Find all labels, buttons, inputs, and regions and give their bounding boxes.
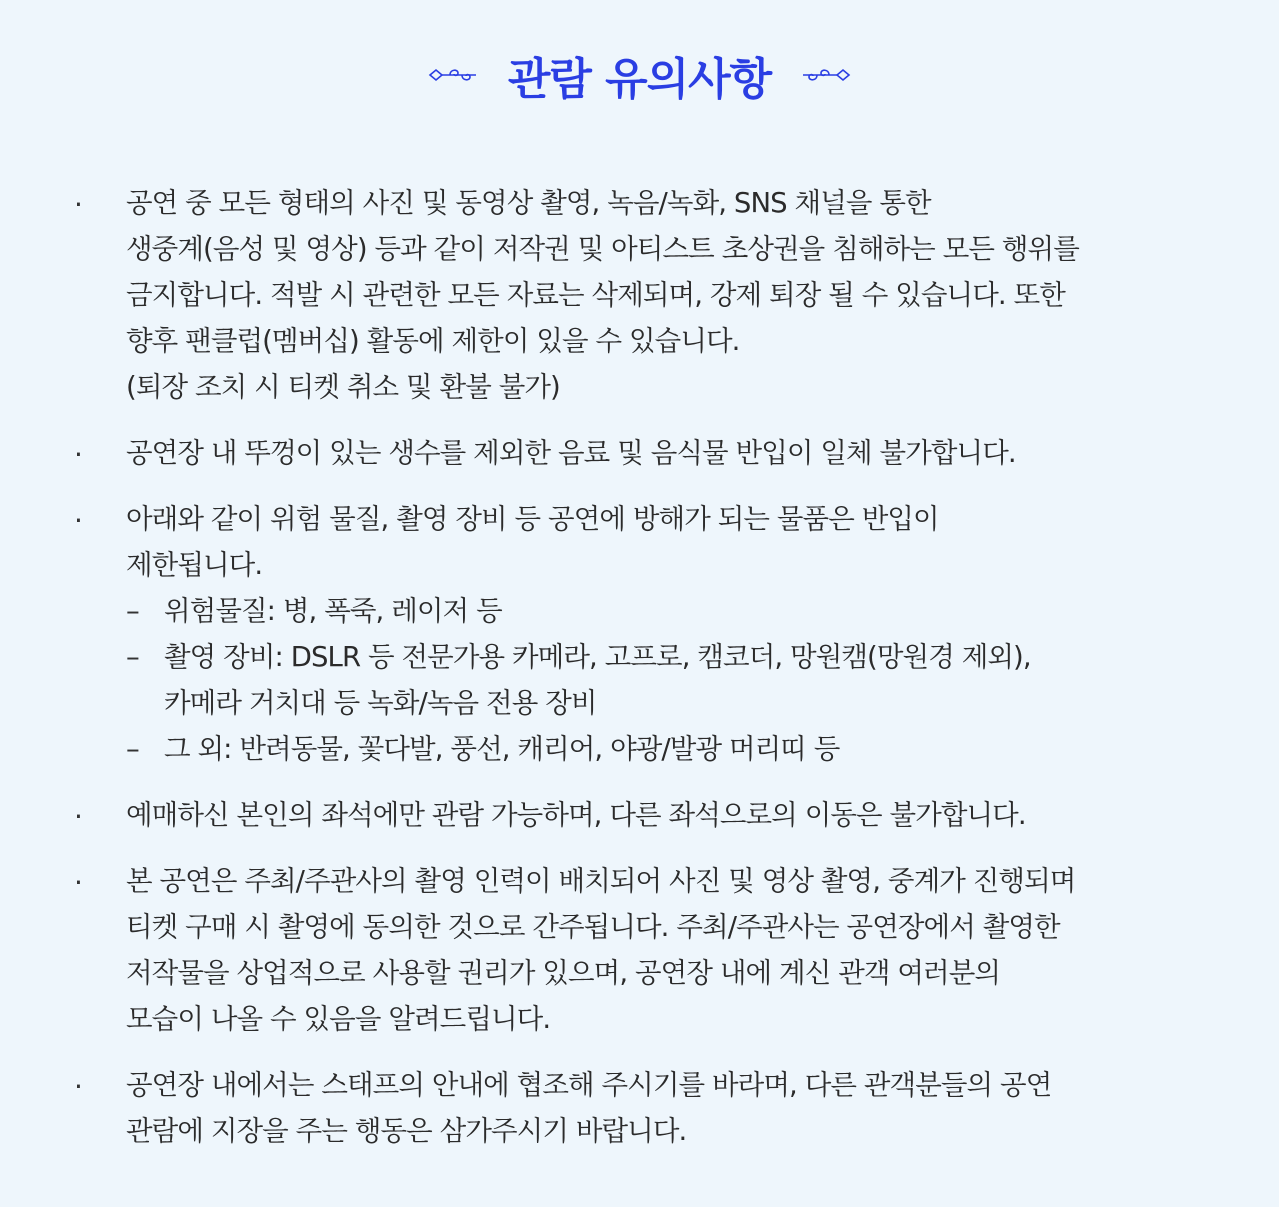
sub-item bbox=[126, 634, 1279, 726]
notice-text-line: 저작물을 상업적으로 사용할 권리가 있으며, 공연장 내에 계신 관객 여러분의 bbox=[126, 957, 1001, 989]
notice-text-line: 생중계(음성 및 영상) 등과 같이 저작권 및 아티스트 초상권을 침해하는 모든 행위를 bbox=[126, 233, 1079, 265]
dash-icon: – bbox=[126, 733, 140, 765]
notice-item bbox=[0, 430, 1279, 476]
notice-text-line: 관람에 지장을 주는 행동은 삼가주시기 바랍니다. bbox=[126, 1115, 687, 1147]
sub-item-text: 카메라 거치대 등 녹화/녹음 전용 장비 bbox=[164, 687, 597, 719]
page-title: 관람 유의사항 bbox=[507, 54, 772, 105]
notice-text-line: 티켓 구매 시 촬영에 동의한 것으로 간주됩니다. 주최/주관사는 공연장에서 촬영한 bbox=[126, 911, 1060, 943]
sub-item-text: 그 외: 반려동물, 꽃다발, 풍선, 캐리어, 야광/발광 머리띠 등 bbox=[164, 733, 840, 765]
notice-item bbox=[0, 180, 1279, 410]
bullet-icon: · bbox=[74, 188, 83, 221]
bullet-icon: · bbox=[74, 800, 83, 833]
title-row bbox=[0, 40, 1279, 110]
notice-text-line: 공연장 내에서는 스태프의 안내에 협조해 주시기를 바라며, 다른 관객분들의 공연 bbox=[126, 1069, 1052, 1101]
sub-item-text: 촬영 장비: DSLR 등 전문가용 카메라, 고프로, 캠코더, 망원캠(망원경 제외), bbox=[164, 641, 1031, 673]
bullet-icon: · bbox=[74, 1070, 83, 1103]
ornament-right-icon bbox=[801, 65, 851, 85]
sub-item-text: 위험물질: 병, 폭죽, 레이저 등 bbox=[164, 595, 502, 627]
dash-icon: – bbox=[126, 595, 140, 627]
notice-text-line: 공연 중 모든 형태의 사진 및 동영상 촬영, 녹음/녹화, SNS 채널을 통한 bbox=[126, 187, 931, 219]
notice-item bbox=[0, 858, 1279, 1042]
notice-item bbox=[0, 792, 1279, 838]
bullet-icon: · bbox=[74, 866, 83, 899]
notice-text-line: 아래와 같이 위험 물질, 촬영 장비 등 공연에 방해가 되는 물품은 반입이 bbox=[126, 503, 939, 535]
notice-text-line: 본 공연은 주최/주관사의 촬영 인력이 배치되어 사진 및 영상 촬영, 중계가 진행되며 bbox=[126, 865, 1076, 897]
notice-text-line: 금지합니다. 적발 시 관련한 모든 자료는 삭제되며, 강제 퇴장 될 수 있습니다. 또한 bbox=[126, 279, 1065, 311]
notice-text-line: 향후 팬클럽(멤버십) 활동에 제한이 있을 수 있습니다. bbox=[126, 325, 740, 357]
notice-list bbox=[0, 180, 1279, 1154]
ornament-left-icon bbox=[428, 65, 478, 85]
bullet-icon: · bbox=[74, 438, 83, 471]
notice-text-line: 예매하신 본인의 좌석에만 관람 가능하며, 다른 좌석으로의 이동은 불가합니다. bbox=[126, 799, 1026, 831]
notice-text-line: 제한됩니다. bbox=[126, 549, 263, 581]
notice-item bbox=[0, 496, 1279, 772]
sub-item bbox=[126, 726, 1279, 772]
dash-icon: – bbox=[126, 641, 140, 673]
notice-text-line: 공연장 내 뚜껑이 있는 생수를 제외한 음료 및 음식물 반입이 일체 불가합니다. bbox=[126, 437, 1016, 469]
sub-item bbox=[126, 588, 1279, 634]
notice-text-line: (퇴장 조치 시 티켓 취소 및 환불 불가) bbox=[126, 371, 560, 403]
notice-text-line: 모습이 나올 수 있음을 알려드립니다. bbox=[126, 1003, 551, 1035]
bullet-icon: · bbox=[74, 504, 83, 537]
notice-item bbox=[0, 1062, 1279, 1154]
